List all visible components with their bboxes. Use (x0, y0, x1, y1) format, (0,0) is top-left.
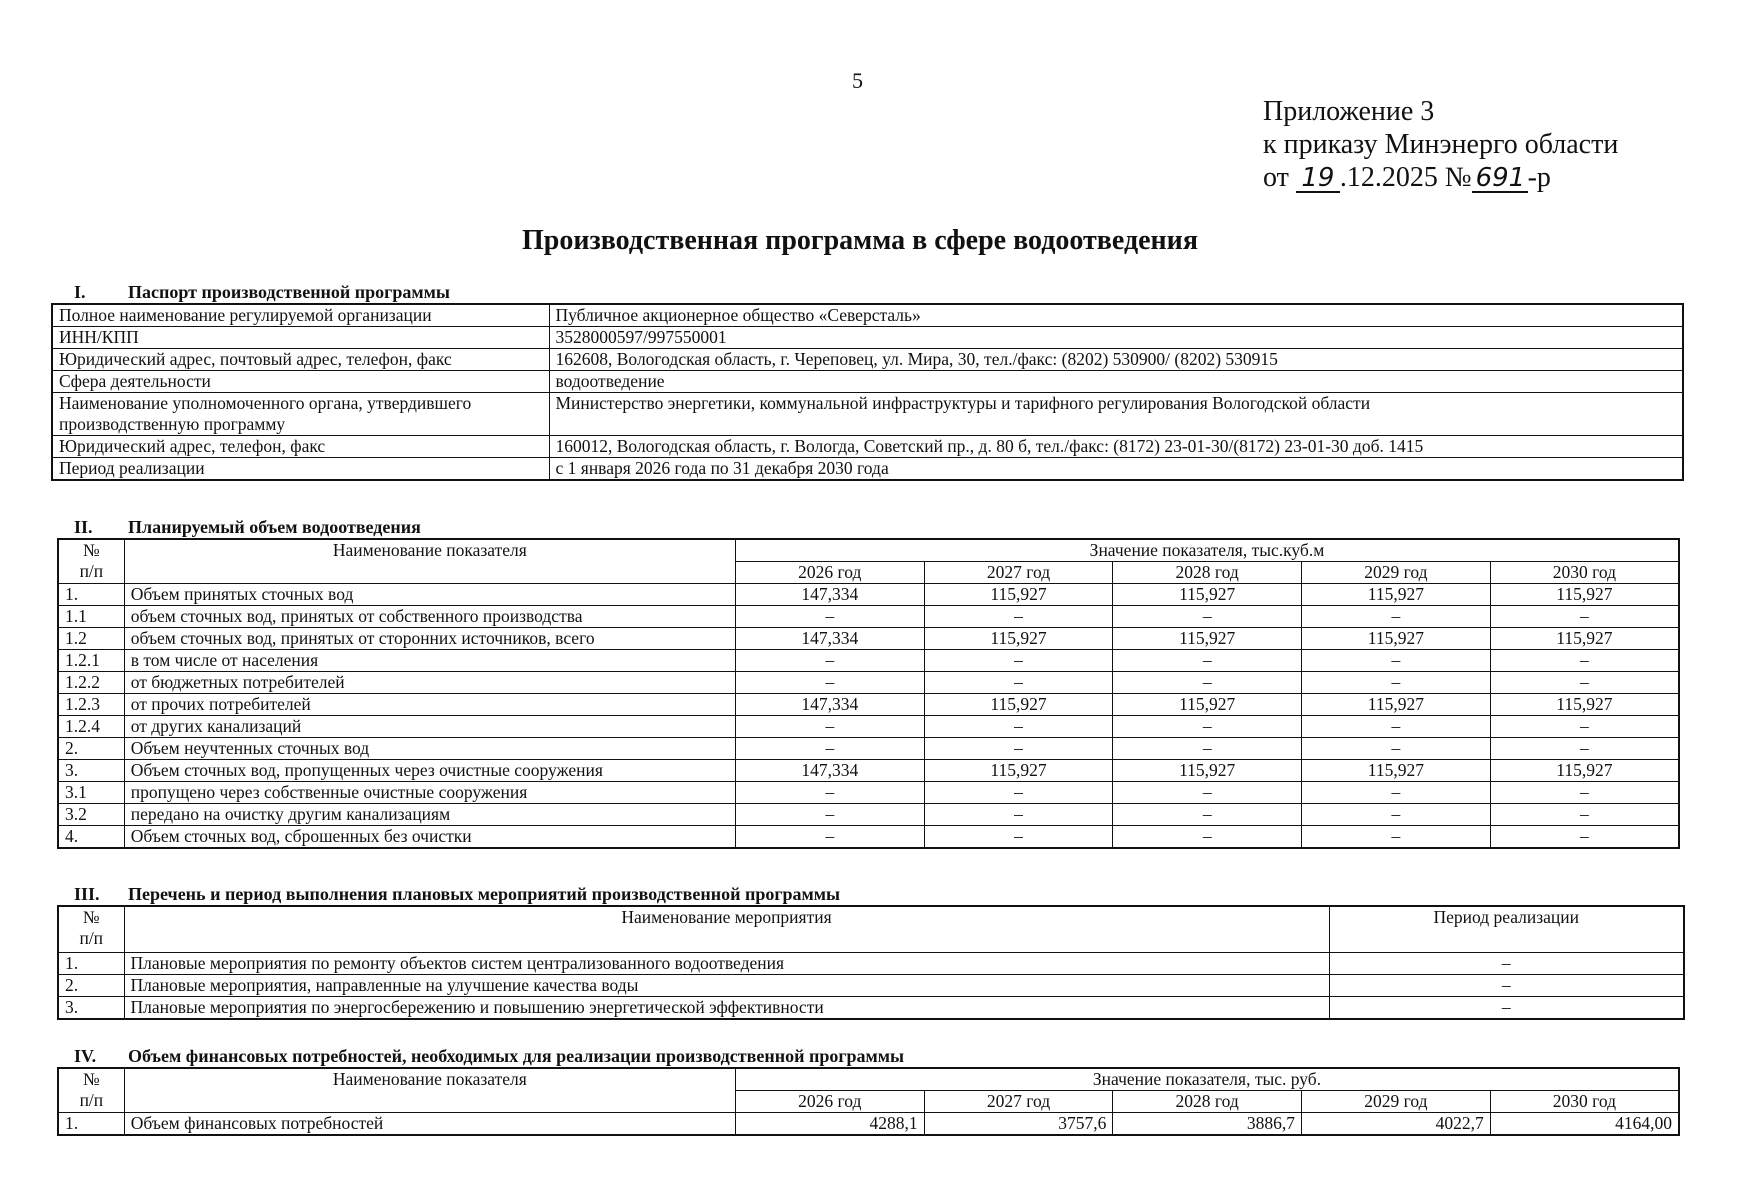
passport-label: Период реализации (52, 458, 549, 481)
row-value: – (735, 826, 924, 849)
appendix-order: к приказу Минэнерго области (1263, 129, 1619, 160)
passport-table (51, 303, 1684, 481)
row-value: – (1302, 782, 1491, 804)
row-value: – (1490, 782, 1679, 804)
section-1-heading (74, 282, 450, 303)
row-number: 1. (58, 1113, 124, 1136)
row-number: 2. (58, 738, 124, 760)
passport-value: с 1 января 2026 года по 31 декабря 2030 года (549, 458, 1683, 481)
passport-label: Юридический адрес, телефон, факс (52, 436, 549, 458)
row-number: 1. (58, 952, 124, 974)
col-header-period: Период реализации (1329, 906, 1684, 952)
row-value: – (1302, 650, 1491, 672)
row-value: – (735, 804, 924, 826)
row-value: 115,927 (924, 694, 1113, 716)
table-row (58, 584, 1679, 606)
row-value: 115,927 (1113, 584, 1302, 606)
row-value: 147,334 (735, 584, 924, 606)
section-4-heading (74, 1046, 904, 1067)
section-title: Перечень и период выполнения плановых мероприятий производственной программы (128, 884, 841, 904)
row-value: 4022,7 (1302, 1113, 1491, 1136)
passport-value: водоотведение (549, 371, 1683, 393)
row-value: 115,927 (1113, 760, 1302, 782)
section-number: I. (74, 282, 86, 302)
row-number: 1.2.4 (58, 716, 124, 738)
col-header-value: Значение показателя, тыс. руб. (735, 1068, 1679, 1091)
section-3-heading (74, 884, 840, 905)
row-number: 3.1 (58, 782, 124, 804)
row-value: – (1302, 804, 1491, 826)
row-value: 115,927 (924, 760, 1113, 782)
date-rest: .12.2025 № (1339, 162, 1472, 193)
row-value: – (1302, 672, 1491, 694)
table-row (58, 606, 1679, 628)
row-value: 115,927 (924, 584, 1113, 606)
year-header: 2030 год (1490, 1091, 1679, 1113)
row-value: – (1113, 826, 1302, 849)
year-header: 2027 год (924, 1091, 1113, 1113)
row-value: 147,334 (735, 628, 924, 650)
row-value: – (924, 716, 1113, 738)
col-header-name: Наименование показателя (124, 1068, 735, 1113)
row-value: – (1113, 606, 1302, 628)
row-value: – (735, 672, 924, 694)
row-name: Объем сточных вод, сброшенных без очистки (124, 826, 735, 849)
row-value: 115,927 (1113, 628, 1302, 650)
row-value: – (1302, 716, 1491, 738)
row-value: 115,927 (1490, 628, 1679, 650)
row-number: 3.2 (58, 804, 124, 826)
row-value: – (1490, 826, 1679, 849)
row-value: – (1113, 716, 1302, 738)
row-number: 1.2.2 (58, 672, 124, 694)
row-value: 147,334 (735, 760, 924, 782)
passport-row (52, 304, 1683, 327)
year-header: 2026 год (735, 1091, 924, 1113)
row-value: – (924, 606, 1113, 628)
passport-row (52, 327, 1683, 349)
table-row (58, 738, 1679, 760)
table-row (58, 650, 1679, 672)
table-row (58, 716, 1679, 738)
row-number: 1. (58, 584, 124, 606)
col-header-name: Наименование показателя (124, 539, 735, 584)
row-value: – (1490, 650, 1679, 672)
year-header: 2026 год (735, 562, 924, 584)
row-value: – (1302, 826, 1491, 849)
row-value: 115,927 (924, 628, 1113, 650)
year-header: 2028 год (1113, 562, 1302, 584)
row-period: – (1329, 952, 1684, 974)
table-row (58, 804, 1679, 826)
row-value: – (1490, 606, 1679, 628)
year-header: 2028 год (1113, 1091, 1302, 1113)
row-value: 115,927 (1490, 584, 1679, 606)
row-value: 115,927 (1490, 760, 1679, 782)
section-title: Планируемый объем водоотведения (128, 517, 421, 537)
row-value: – (1490, 672, 1679, 694)
row-number: 3. (58, 996, 124, 1019)
row-value: 115,927 (1302, 694, 1491, 716)
passport-row (52, 393, 1683, 436)
row-value: – (735, 738, 924, 760)
passport-value: 160012, Вологодская область, г. Вологда, Советский пр., д. 80 б, тел./факс: (8172) 23-01-30/(8172) 23-01-30 доб. 1415 (549, 436, 1683, 458)
appendix-title: Приложение 3 (1263, 96, 1435, 127)
row-name: в том числе от населения (124, 650, 735, 672)
row-value: – (924, 804, 1113, 826)
year-header: 2030 год (1490, 562, 1679, 584)
row-value: – (1302, 738, 1491, 760)
row-value: – (924, 738, 1113, 760)
row-number: 1.2 (58, 628, 124, 650)
year-header: 2029 год (1302, 1091, 1491, 1113)
passport-value: Министерство энергетики, коммунальной инфраструктуры и тарифного регулирования Вологодской области (549, 393, 1683, 436)
row-value: – (924, 650, 1113, 672)
row-name: Объем сточных вод, пропущенных через очистные сооружения (124, 760, 735, 782)
row-period: – (1329, 974, 1684, 996)
row-value: – (1490, 804, 1679, 826)
row-name: Объем финансовых потребностей (124, 1113, 735, 1136)
row-value: 115,927 (1302, 584, 1491, 606)
passport-label: Полное наименование регулируемой организации (52, 304, 549, 327)
row-value: 4288,1 (735, 1113, 924, 1136)
row-value: – (1113, 650, 1302, 672)
passport-value: Публичное акционерное общество «Северсталь» (549, 304, 1683, 327)
passport-row (52, 436, 1683, 458)
row-value: – (735, 606, 924, 628)
passport-label: Юридический адрес, почтовый адрес, телефон, факс (52, 349, 549, 371)
table-row (58, 694, 1679, 716)
date-prefix: от (1263, 162, 1289, 193)
row-value: – (735, 650, 924, 672)
table-row (58, 952, 1684, 974)
row-number: 1.2.3 (58, 694, 124, 716)
section-title: Паспорт производственной программы (128, 282, 450, 302)
table-row (58, 826, 1679, 849)
appendix-block (1263, 95, 1618, 194)
row-value: – (735, 782, 924, 804)
passport-row (52, 349, 1683, 371)
row-period: – (1329, 996, 1684, 1019)
table-row (58, 974, 1684, 996)
section-2-heading (74, 517, 421, 538)
row-name: Плановые мероприятия по энергосбережению и повышению энергетической эффективности (124, 996, 1329, 1019)
passport-value: 162608, Вологодская область, г. Череповец, ул. Мира, 30, тел./факс: (8202) 530900/ (8202) 530915 (549, 349, 1683, 371)
row-number: 1.2.1 (58, 650, 124, 672)
col-header-number: № п/п (58, 906, 124, 952)
row-value: 3757,6 (924, 1113, 1113, 1136)
page-number: 5 (852, 68, 863, 93)
row-name: от других канализаций (124, 716, 735, 738)
row-value: 115,927 (1302, 760, 1491, 782)
row-value: 115,927 (1302, 628, 1491, 650)
table-row (58, 996, 1684, 1019)
table-row (58, 628, 1679, 650)
finance-table (57, 1067, 1680, 1136)
row-value: – (1302, 606, 1491, 628)
row-number: 1.1 (58, 606, 124, 628)
table-row (58, 760, 1679, 782)
row-value: – (1113, 782, 1302, 804)
passport-row (52, 371, 1683, 393)
volume-table (57, 538, 1680, 849)
row-value: 115,927 (1490, 694, 1679, 716)
row-value: – (924, 782, 1113, 804)
table-row (58, 782, 1679, 804)
appendix-date-line (1263, 161, 1618, 194)
passport-label: ИНН/КПП (52, 327, 549, 349)
year-header: 2027 год (924, 562, 1113, 584)
col-header-number: № п/п (58, 1068, 124, 1113)
row-value: 3886,7 (1113, 1113, 1302, 1136)
row-name: Объем принятых сточных вод (124, 584, 735, 606)
row-name: Плановые мероприятия по ремонту объектов систем централизованного водоотведения (124, 952, 1329, 974)
year-header: 2029 год (1302, 562, 1491, 584)
row-value: – (924, 672, 1113, 694)
row-value: – (1113, 672, 1302, 694)
row-value: – (1490, 716, 1679, 738)
row-name: от прочих потребителей (124, 694, 735, 716)
row-name: объем сточных вод, принятых от собственного производства (124, 606, 735, 628)
row-name: от бюджетных потребителей (124, 672, 735, 694)
row-value: – (924, 826, 1113, 849)
row-value: – (735, 716, 924, 738)
row-value: 4164,00 (1490, 1113, 1679, 1136)
col-header-value: Значение показателя, тыс.куб.м (735, 539, 1679, 562)
row-value: – (1490, 738, 1679, 760)
row-name: объем сточных вод, принятых от сторонних источников, всего (124, 628, 735, 650)
row-name: передано на очистку другим канализациям (124, 804, 735, 826)
order-suffix: -р (1527, 162, 1551, 193)
table-row (58, 672, 1679, 694)
row-number: 4. (58, 826, 124, 849)
passport-row (52, 458, 1683, 481)
passport-value: 3528000597/997550001 (549, 327, 1683, 349)
table-row (58, 1113, 1679, 1136)
document-title: Производственная программа в сфере водоотведения (522, 225, 1198, 256)
section-number: IV. (74, 1046, 97, 1066)
col-header-number: № п/п (58, 539, 124, 584)
row-name: Плановые мероприятия, направленные на улучшение качества воды (124, 974, 1329, 996)
passport-label: Сфера деятельности (52, 371, 549, 393)
row-name: пропущено через собственные очистные сооружения (124, 782, 735, 804)
row-value: – (1113, 738, 1302, 760)
section-title: Объем финансовых потребностей, необходимых для реализации производственной программы (128, 1046, 905, 1066)
row-value: 147,334 (735, 694, 924, 716)
section-number: III. (74, 884, 100, 904)
measures-table (57, 905, 1685, 1020)
col-header-name: Наименование мероприятия (124, 906, 1329, 952)
handwritten-order-number: 691 (1472, 165, 1528, 193)
row-name: Объем неучтенных сточных вод (124, 738, 735, 760)
section-number: II. (74, 517, 93, 537)
handwritten-day: 19 (1296, 165, 1340, 193)
row-value: – (1113, 804, 1302, 826)
row-number: 2. (58, 974, 124, 996)
row-value: 115,927 (1113, 694, 1302, 716)
row-number: 3. (58, 760, 124, 782)
passport-label: Наименование уполномоченного органа, утвердившего производственную программу (52, 393, 549, 436)
